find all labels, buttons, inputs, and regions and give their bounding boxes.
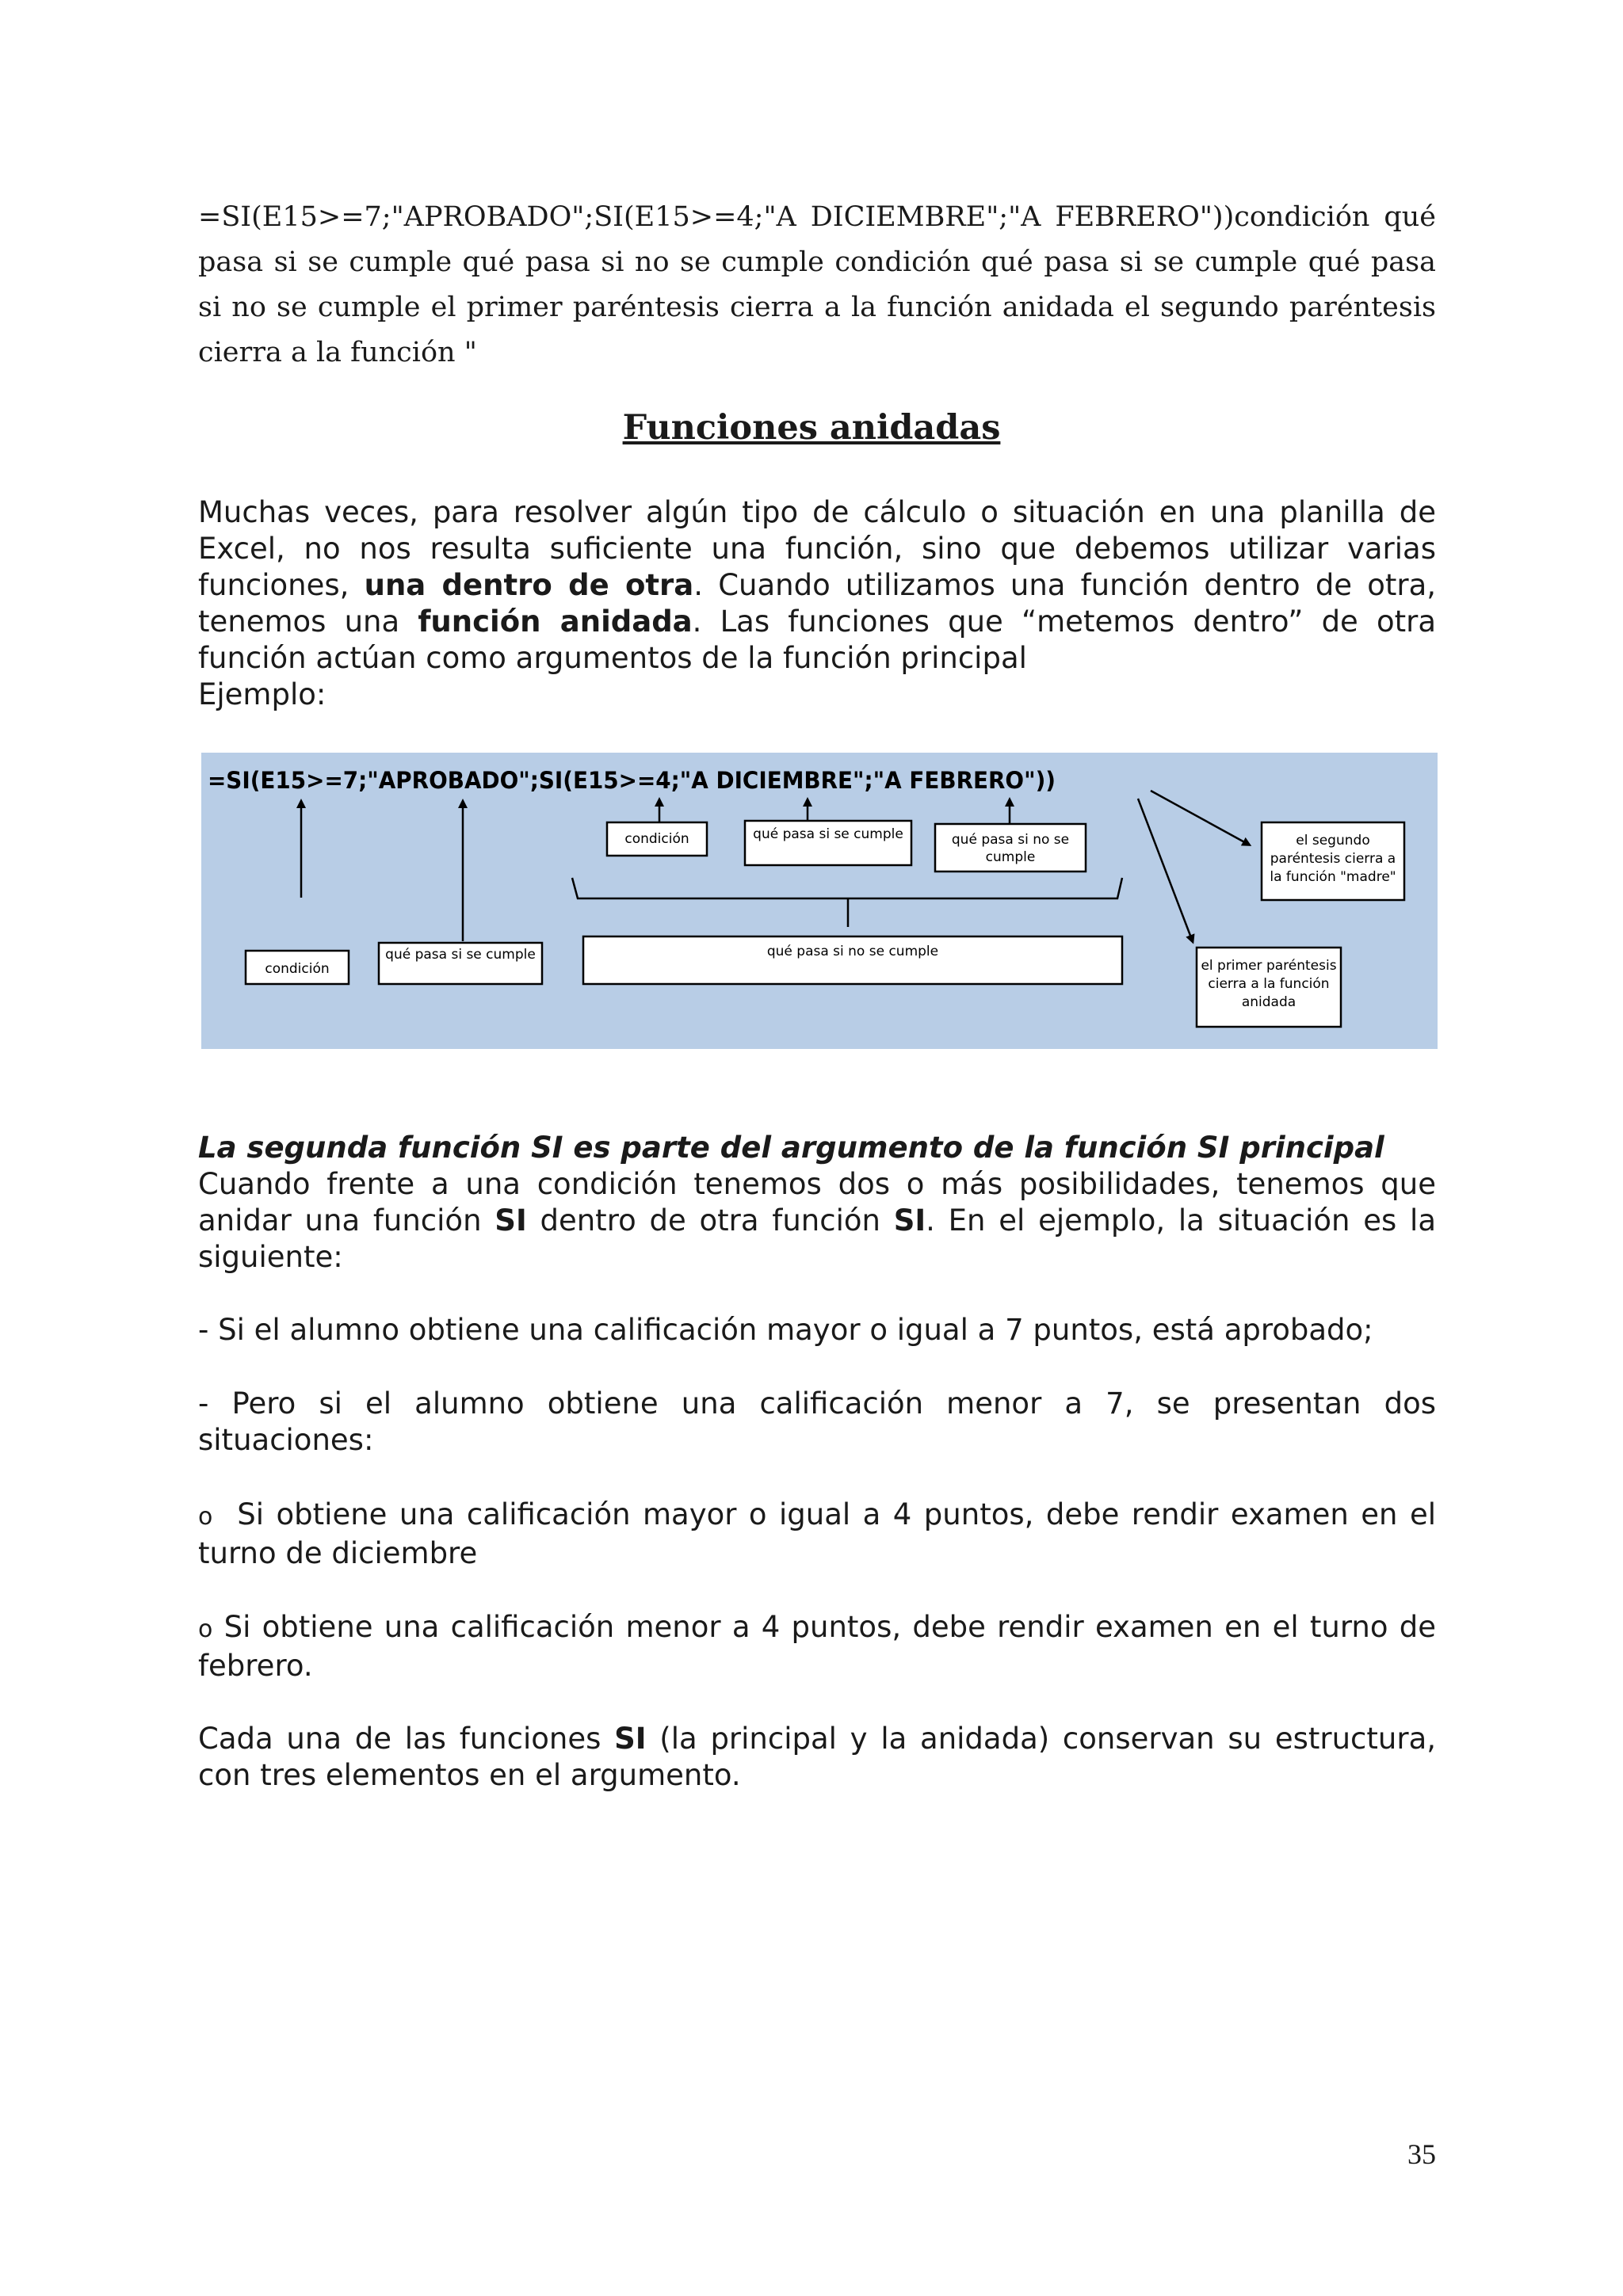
list-item-approved: - Si el alumno obtiene una calificación mayor o igual a 7 puntos, está aprobado; bbox=[198, 1313, 1373, 1347]
closing-paragraph bbox=[198, 1721, 1436, 1794]
diagram-formula: =SI(E15>=7;"APROBADO";SI(E15>=4;"A DICIEMBRE";"A FEBRERO")) bbox=[208, 767, 1056, 794]
paragraph-text: . Las funciones que “metemos dentro” de otra función actúan como argumentos de la función principal bbox=[198, 605, 1436, 675]
arrow-first-paren bbox=[1138, 799, 1192, 940]
paragraph-text: . Cuando utilizamos una función dentro de otra, tenemos una bbox=[198, 568, 1437, 639]
bold-si: SI bbox=[614, 1722, 647, 1756]
inner-function-bracket bbox=[572, 878, 1122, 898]
paragraph-text: Cuando frente a una condición tenemos dos o más posibilidades, tenemos que anidar una función bbox=[198, 1167, 1436, 1238]
nested-if-diagram bbox=[201, 753, 1438, 1049]
label-first-paren-line2: cierra a la función bbox=[1208, 976, 1330, 992]
label-condition-outer: condición bbox=[265, 961, 330, 977]
label-false-outer: qué pasa si no se cumple bbox=[766, 944, 939, 959]
label-first-paren-line3: anidada bbox=[1241, 994, 1296, 1010]
paragraph-text: Muchas veces, para resolver algún tipo de cálculo o situación en una planilla de Excel, no nos resulta suficiente una función, sino que debemos utilizar varias funciones, bbox=[198, 495, 1436, 602]
diagram-svg bbox=[201, 753, 1438, 1049]
list-item-below-seven: - Pero si el alumno obtiene una calificación menor a 7, se presentan dos situaciones: bbox=[198, 1386, 1436, 1457]
intro-formula-paragraph: =SI(E15>=7;"APROBADO";SI(E15>=4;"A DICIEMBRE";"A FEBRERO"))condición qué pasa si se cumple qué pasa si no se cumple condición qué pasa si se cumple qué pasa si no se cumple el primer paréntesis cierra a la función anidada el segundo paréntesis cierra a la función " bbox=[198, 201, 1436, 368]
label-true-inner: qué pasa si se cumple bbox=[753, 826, 903, 842]
section-heading: Funciones anidadas bbox=[622, 408, 1001, 448]
label-false-inner-line1: qué pasa si no se bbox=[951, 832, 1070, 848]
section-subtitle: La segunda función SI es parte del argumento de la función SI principal bbox=[198, 1131, 1384, 1165]
sub-bullet: o bbox=[198, 1615, 213, 1643]
page-number: 35 bbox=[1407, 2138, 1436, 2170]
sub-item-text: Si obtiene una calificación mayor o igual a 4 puntos, debe rendir examen en el turno de diciembre bbox=[198, 1497, 1436, 1570]
label-second-paren-line1: el segundo bbox=[1296, 833, 1370, 849]
paragraph-text: . En el ejemplo, la situación es la siguiente: bbox=[198, 1203, 1436, 1274]
bold-si: SI bbox=[495, 1203, 527, 1238]
arrow-second-paren bbox=[1151, 791, 1247, 844]
label-second-paren-line3: la función "madre" bbox=[1270, 869, 1396, 885]
paragraph-text: dentro de otra función bbox=[526, 1203, 894, 1238]
label-first-paren-line1: el primer paréntesis bbox=[1201, 958, 1337, 974]
label-false-inner-line2: cumple bbox=[985, 849, 1036, 865]
second-if-paragraph bbox=[198, 1130, 1436, 1276]
sub-bullet: o bbox=[198, 1503, 213, 1531]
bold-phrase-nested-function: función anidada bbox=[418, 605, 693, 639]
paragraph-text: (la principal y la anidada) conservan su estructura, con tres elementos en el argumento. bbox=[198, 1722, 1436, 1792]
bold-si: SI bbox=[893, 1203, 926, 1238]
sub-item-december bbox=[198, 1497, 1436, 1572]
sub-item-text: Si obtiene una calificación menor a 4 puntos, debe rendir examen en el turno de febrero. bbox=[198, 1610, 1437, 1683]
label-second-paren-line2: paréntesis cierra a bbox=[1270, 851, 1396, 867]
sub-item-february bbox=[198, 1609, 1436, 1684]
nested-functions-paragraph bbox=[198, 494, 1436, 713]
paragraph-text: Cada una de las funciones bbox=[198, 1722, 615, 1756]
example-label: Ejemplo: bbox=[198, 677, 327, 711]
label-condition-inner: condición bbox=[624, 831, 689, 847]
bold-phrase-one-inside-another: una dentro de otra bbox=[364, 568, 694, 602]
label-true-outer: qué pasa si se cumple bbox=[385, 947, 536, 963]
